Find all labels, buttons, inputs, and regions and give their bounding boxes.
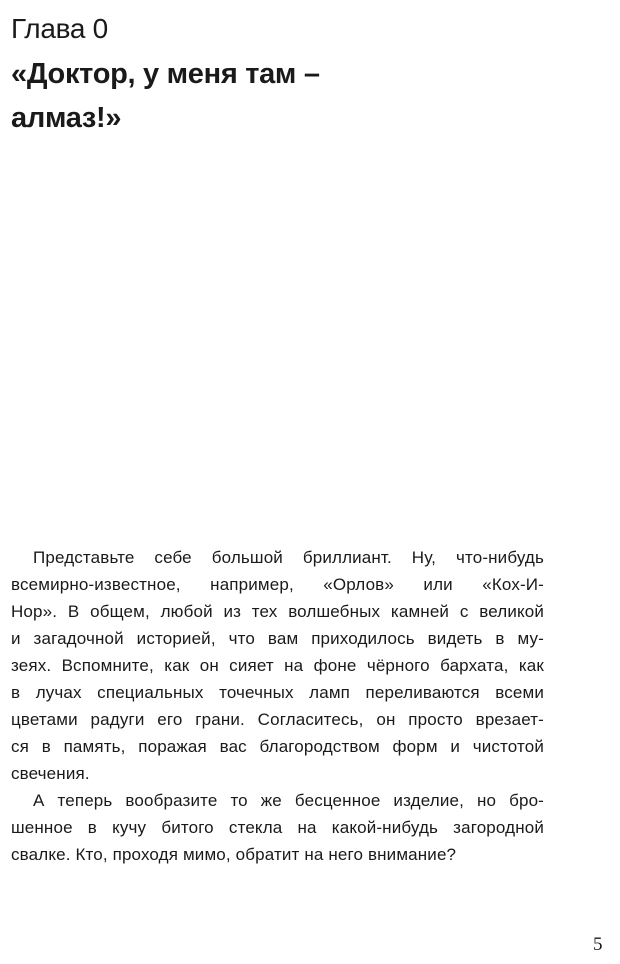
chapter-label: Глава 0 (11, 13, 108, 44)
page-number: 5 (593, 934, 603, 955)
text-line: шенное в кучу битого стекла на какой-нибудь загородной (11, 818, 544, 837)
text-line: зеях. Вспомните, как он сияет на фоне чёрного бархата, как (11, 656, 544, 675)
text-line: А теперь вообразите то же бесценное изделие, но бро- (33, 791, 544, 810)
text-line: ся в память, поражая вас благородством форм и чистотой (11, 737, 544, 756)
text-line: всемирно-известное, например, «Орлов» или «Кох-И- (11, 575, 544, 594)
text-line: цветами радуги его грани. Согласитесь, он просто врезает- (11, 710, 544, 729)
text-line: Нор». В общем, любой из тех волшебных камней с великой (11, 602, 544, 621)
text-line: и загадочной историей, что вам приходилось видеть в му- (11, 629, 544, 648)
chapter-title-line: алмаз!» (11, 102, 122, 134)
paragraph (11, 787, 544, 868)
paragraph (11, 544, 544, 787)
text-line: Представьте себе большой бриллиант. Ну, что-нибудь (33, 548, 544, 567)
body-text (11, 544, 544, 868)
text-line: свечения. (11, 764, 90, 783)
chapter-title (11, 52, 431, 140)
text-line: в лучах специальных точечных ламп переливаются всеми (11, 683, 544, 702)
chapter-title-line: «Доктор, у меня там – (11, 58, 320, 90)
text-line: свалке. Кто, проходя мимо, обратит на него внимание? (11, 845, 457, 864)
